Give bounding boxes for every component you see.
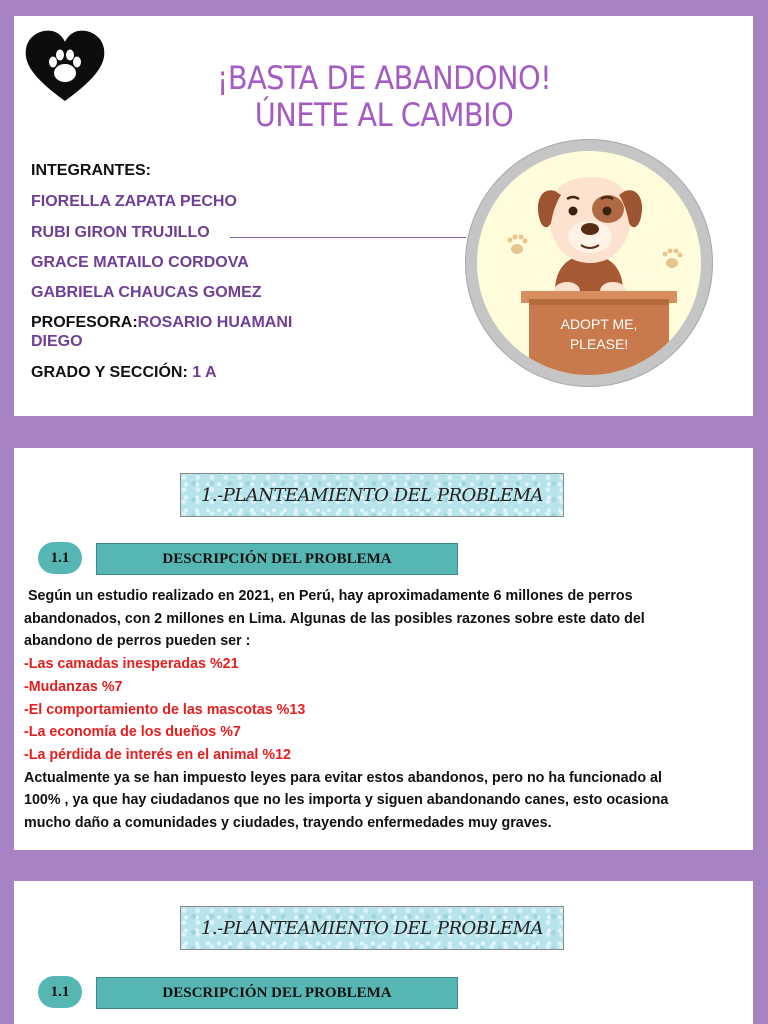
divider-line bbox=[230, 237, 466, 238]
problem-slide bbox=[14, 448, 753, 850]
intro-line: abandono de perros pueden ser : bbox=[24, 633, 251, 650]
member-name: GABRIELA CHAUCAS GOMEZ bbox=[31, 284, 262, 301]
member-name: FIORELLA ZAPATA PECHO bbox=[31, 193, 237, 210]
profesora-row bbox=[31, 314, 292, 332]
watermark: 123RF bbox=[627, 271, 658, 282]
title-line-1: ¡BASTA DE ABANDONO! bbox=[216, 59, 552, 97]
section-heading: 1.-PLANTEAMIENTO DEL PROBLEMA bbox=[180, 473, 564, 517]
intro-line: abandonados, con 2 millones en Lima. Algunas de las posibles razones sobre este dato del bbox=[24, 610, 645, 627]
problem-description bbox=[24, 585, 744, 835]
section-title-band: DESCRIPCIÓN DEL PROBLEMA bbox=[96, 543, 458, 575]
box-text-line-2: PLEASE! bbox=[569, 336, 629, 352]
grado-row bbox=[31, 364, 217, 382]
reason-item: -Las camadas inesperadas %21 bbox=[24, 656, 239, 673]
closing-line: Actualmente ya se han impuesto leyes para evitar estos abandonos, pero no ha funcionado al bbox=[24, 769, 662, 786]
section-heading: 1.-PLANTEAMIENTO DEL PROBLEMA bbox=[180, 906, 564, 950]
box-text-line-1: ADOPT ME, bbox=[560, 316, 638, 332]
paw-print-icon bbox=[508, 235, 528, 255]
integrantes-label: INTEGRANTES: bbox=[31, 162, 151, 179]
reason-item: -La pérdida de interés en el animal %12 bbox=[24, 746, 291, 763]
profesora-label: PROFESORA: bbox=[31, 314, 138, 331]
paw-print-icon bbox=[663, 249, 683, 269]
illustration-frame bbox=[465, 139, 713, 387]
section-title-band: DESCRIPCIÓN DEL PROBLEMA bbox=[96, 977, 458, 1009]
profesora-name-cont: DIEGO bbox=[31, 333, 83, 350]
title-slide bbox=[14, 16, 753, 416]
section-number-badge: 1.1 bbox=[38, 542, 82, 574]
member-name: RUBI GIRON TRUJILLO bbox=[31, 224, 210, 241]
profesora-name: ROSARIO HUAMANI bbox=[137, 314, 293, 331]
grado-label: GRADO Y SECCIÓN: bbox=[31, 364, 188, 381]
closing-line: 100% , ya que hay ciudadanos que no les importa y siguen abandonando canes, esto ocasiona bbox=[24, 792, 669, 809]
reason-item: -El comportamiento de las mascotas %13 bbox=[24, 701, 306, 718]
reason-item: -Mudanzas %7 bbox=[24, 678, 123, 695]
heart-paw-icon bbox=[24, 29, 106, 103]
reason-item: -La economía de los dueños %7 bbox=[24, 724, 241, 741]
member-name: GRACE MATAILO CORDOVA bbox=[31, 254, 249, 271]
closing-line: mucho daño a comunidades y ciudades, trayendo enfermedades muy graves. bbox=[24, 815, 552, 832]
intro-line: Según un estudio realizado en 2021, en Perú, hay aproximadamente 6 millones de perros bbox=[24, 588, 633, 604]
title-line-2: ÚNETE AL CAMBIO bbox=[254, 96, 514, 134]
section-number-badge: 1.1 bbox=[38, 976, 82, 1008]
problem-slide-repeat bbox=[14, 881, 753, 1024]
grado-value: 1 A bbox=[192, 364, 217, 381]
dog-in-box-illustration bbox=[477, 151, 701, 375]
